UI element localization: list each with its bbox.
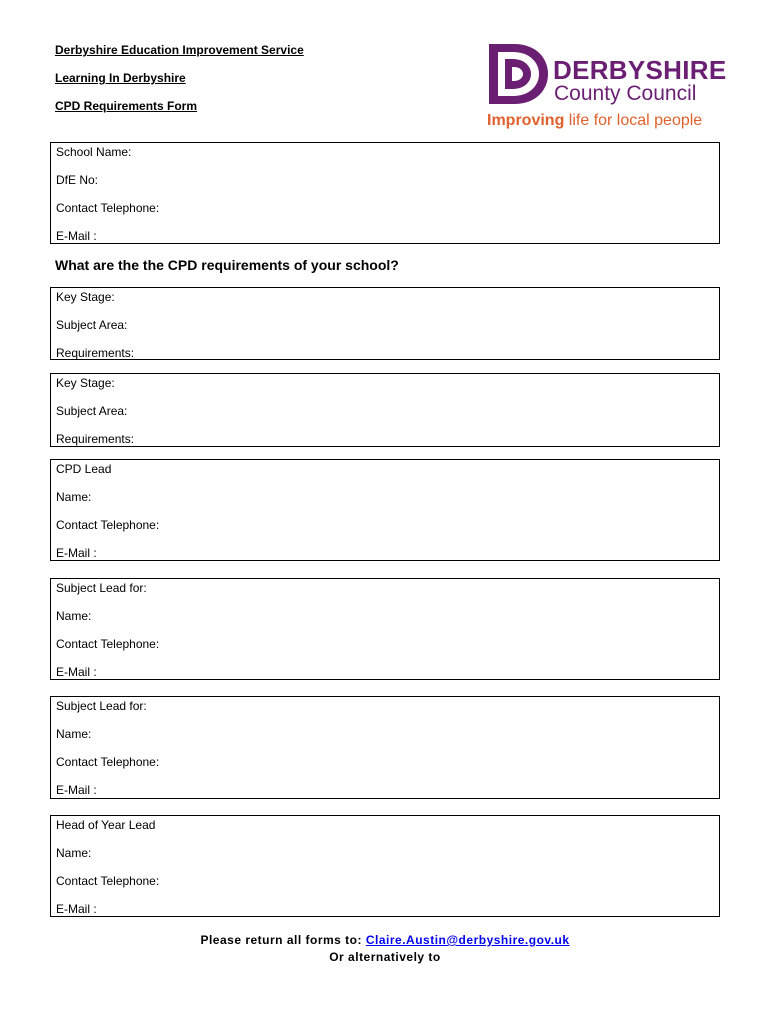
- derbyshire-d-logo-icon: [486, 42, 550, 106]
- name-field[interactable]: Name:: [56, 727, 92, 741]
- contact-telephone-field[interactable]: Contact Telephone:: [56, 874, 160, 888]
- contact-telephone-field[interactable]: Contact Telephone:: [56, 518, 160, 532]
- subject-lead-field[interactable]: Subject Lead for:: [56, 699, 147, 713]
- header-learning: Learning In Derbyshire: [55, 71, 186, 85]
- key-stage-field[interactable]: Key Stage:: [56, 376, 115, 390]
- logo-name-line1: DERBYSHIRE: [553, 55, 727, 85]
- subject-area-field[interactable]: Subject Area:: [56, 404, 128, 418]
- logo-name-line2: County Council: [554, 82, 697, 105]
- cpd-lead-label: CPD Lead: [56, 462, 112, 476]
- name-field[interactable]: Name:: [56, 609, 92, 623]
- email-field[interactable]: E-Mail :: [56, 546, 97, 560]
- email-field[interactable]: E-Mail :: [56, 665, 97, 679]
- name-field[interactable]: Name:: [56, 846, 92, 860]
- email-field[interactable]: E-Mail :: [56, 902, 97, 916]
- return-prefix: Please return all forms to:: [200, 933, 366, 947]
- requirements-field[interactable]: Requirements:: [56, 432, 135, 446]
- contact-telephone-field[interactable]: Contact Telephone:: [56, 637, 160, 651]
- name-field[interactable]: Name:: [56, 490, 92, 504]
- key-stage-field[interactable]: Key Stage:: [56, 290, 115, 304]
- email-field[interactable]: E-Mail :: [56, 783, 97, 797]
- head-of-year-box: [50, 815, 720, 917]
- requirement-box-2: [50, 373, 720, 447]
- derbyshire-logo: [486, 42, 726, 132]
- cpd-lead-box: [50, 459, 720, 561]
- return-instructions: [0, 933, 770, 947]
- logo-tagline: [487, 112, 702, 130]
- form-title: CPD Requirements Form: [55, 99, 198, 113]
- header-service: Derbyshire Education Improvement Service: [55, 43, 304, 57]
- dfe-no-field[interactable]: DfE No:: [56, 173, 99, 187]
- logo-tagline-bold: Improving: [487, 112, 565, 129]
- contact-telephone-field[interactable]: Contact Telephone:: [56, 755, 160, 769]
- alternative-instructions: Or alternatively to: [329, 950, 441, 964]
- subject-area-field[interactable]: Subject Area:: [56, 318, 128, 332]
- return-email-link[interactable]: Claire.Austin@derbyshire.gov.uk: [365, 933, 570, 947]
- email-field[interactable]: E-Mail :: [56, 229, 97, 243]
- cpd-question-heading: What are the the CPD requirements of your school?: [55, 257, 399, 273]
- requirement-box-1: [50, 287, 720, 360]
- subject-lead-box-1: [50, 578, 720, 680]
- subject-lead-box-2: [50, 696, 720, 799]
- logo-tagline-rest: life for local people: [564, 112, 703, 129]
- requirements-field[interactable]: Requirements:: [56, 346, 135, 360]
- school-name-field[interactable]: School Name:: [56, 145, 132, 159]
- school-details-box: [50, 142, 720, 244]
- contact-telephone-field[interactable]: Contact Telephone:: [56, 201, 160, 215]
- head-of-year-label: Head of Year Lead: [56, 818, 156, 832]
- subject-lead-field[interactable]: Subject Lead for:: [56, 581, 147, 595]
